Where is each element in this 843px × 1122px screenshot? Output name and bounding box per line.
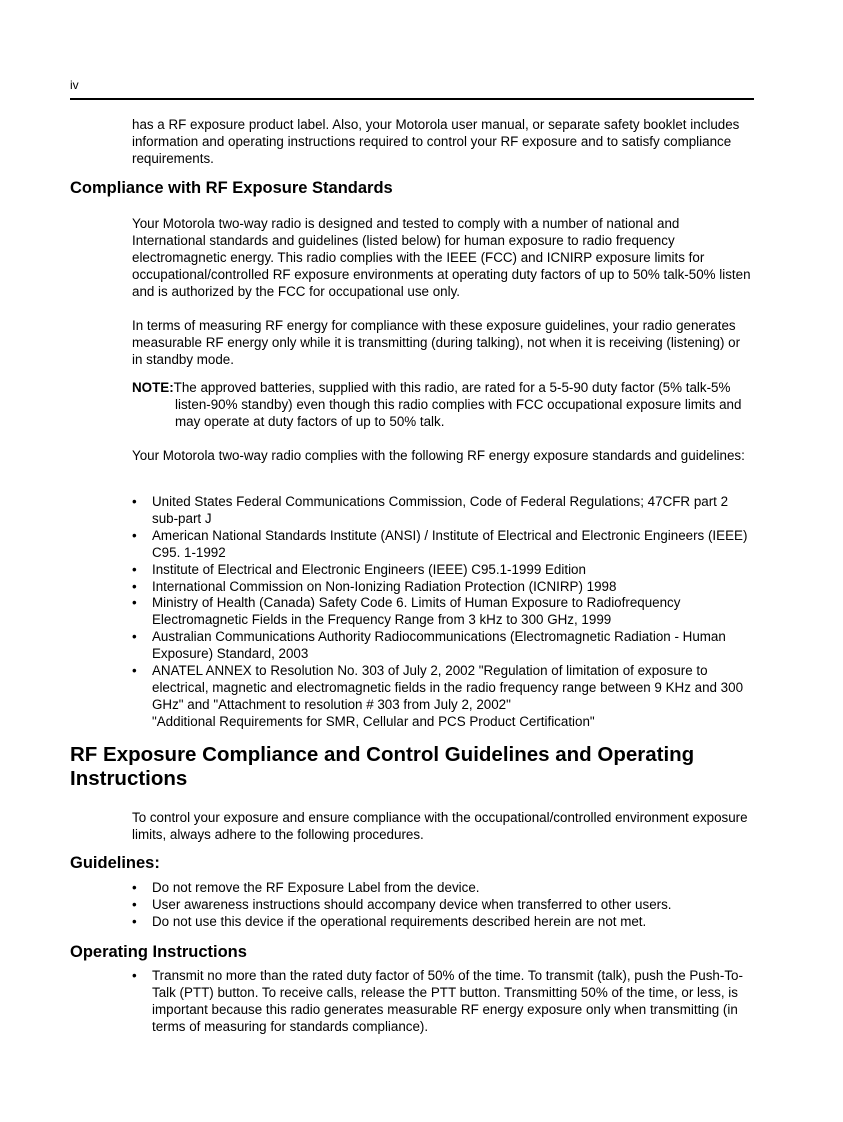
bullet-glyph: • — [132, 561, 137, 577]
list-item: • Transmit no more than the rated duty factor of 50% of the time. To transmit (talk), push the Push-To-Talk (PTT) button. To receive calls, release the PTT button. Transmitting 50% of the time, or less, is important because this radio generates measurable RF energy exposure only when transmitting (in terms of measuring for standards compliance). — [132, 968, 743, 1034]
bullet-glyph: • — [132, 880, 137, 895]
bullet-glyph: • — [132, 913, 137, 929]
guidelines-list — [132, 880, 752, 931]
compliance-paragraph-1: Your Motorola two-way radio is designed and tested to comply with a number of national and International standards and guidelines (listed below) for human exposure to radio frequency electromagnetic energy. This radio complies with the IEEE (FCC) and ICNIRP exposure limits for occupational/controlled RF exposure environments at operating duty factors of up to 50% talk-50% listen and is authorized by the FCC for occupational use only. — [132, 216, 751, 299]
bullet-glyph: • — [132, 896, 137, 912]
compliance-heading: Compliance with RF Exposure Standards — [70, 179, 393, 197]
standards-extra-line: "Additional Requirements for SMR, Cellular and PCS Product Certification" — [152, 713, 595, 729]
bullet-glyph: • — [132, 578, 137, 594]
bullet-glyph: • — [132, 968, 137, 983]
list-item: • ANATEL ANNEX to Resolution No. 303 of July 2, 2002 "Regulation of limitation of exposure to electrical, magnetic and electromagnetic fields in the radio frequency range between 9 KHz and 300 GHz" and "Attachment to resolution # 303 from July 2, 2002" "Additional Requirements for SMR, Cellular and PCS Product Certification" — [132, 663, 744, 729]
guidelines-heading: Guidelines: — [70, 854, 160, 872]
list-item: • United States Federal Communications Commission, Code of Federal Regulations; 47CFR part 2 sub-part J — [132, 494, 729, 526]
list-item: • Do not remove the RF Exposure Label from the device. — [132, 880, 480, 895]
note-body: The approved batteries, supplied with this radio, are rated for a 5-5-90 duty factor (5% talk-5% listen-90% standby) even though this radio complies with FCC occupational exposure limits and may operate at duty factors of up to 50% talk. — [173, 380, 742, 429]
note-block — [132, 380, 752, 431]
list-item: • Australian Communications Authority Radiocommunications (Electromagnetic Radiation - Human Exposure) Standard, 2003 — [132, 629, 726, 662]
note-text-wrapper — [132, 380, 752, 431]
list-item: • American National Standards Institute (ANSI) / Institute of Electrical and Electronic Engineers (IEEE) C95. 1-1992 — [132, 527, 748, 560]
note-label: NOTE: — [132, 380, 174, 395]
intro-paragraph: has a RF exposure product label. Also, your Motorola user manual, or separate safety booklet includes information and operating instructions required to control your RF exposure and to satisfy compliance requirements. — [132, 117, 740, 166]
rf-guidelines-heading: RF Exposure Compliance and Control Guidelines and Operating Instructions — [70, 743, 695, 790]
list-item: • Do not use this device if the operational requirements described herein are not met. — [132, 913, 647, 929]
operating-heading: Operating Instructions — [70, 943, 247, 961]
compliance-paragraph-2: In terms of measuring RF energy for compliance with these exposure guidelines, your radio generates measurable RF energy only while it is transmitting (during talking), not when it is receiving (listening) or in standby mode. — [132, 318, 741, 367]
header-rule — [70, 98, 754, 100]
operating-list — [132, 968, 752, 1036]
compliance-paragraph-3: Your Motorola two-way radio complies with the following RF energy exposure standards and guidelines: — [132, 448, 745, 463]
page-number: iv — [70, 78, 79, 92]
list-item: • International Commission on Non-Ionizing Radiation Protection (ICNIRP) 1998 — [132, 578, 617, 594]
list-item: • Institute of Electrical and Electronic Engineers (IEEE) C95.1-1999 Edition — [132, 561, 586, 577]
bullet-glyph: • — [132, 595, 137, 611]
standards-list — [132, 494, 752, 731]
bullet-glyph: • — [132, 527, 137, 543]
list-item: • User awareness instructions should accompany device when transferred to other users. — [132, 896, 672, 912]
rf-guidelines-paragraph: To control your exposure and ensure compliance with the occupational/controlled environment exposure limits, always adhere to the following procedures. — [132, 810, 748, 842]
list-item: • Ministry of Health (Canada) Safety Code 6. Limits of Human Exposure to Radiofrequency Electromagnetic Fields in the Frequency Range from 3 kHz to 300 GHz, 1999 — [132, 595, 681, 628]
bullet-glyph: • — [132, 494, 137, 509]
bullet-glyph: • — [132, 663, 137, 679]
bullet-glyph: • — [132, 629, 137, 645]
